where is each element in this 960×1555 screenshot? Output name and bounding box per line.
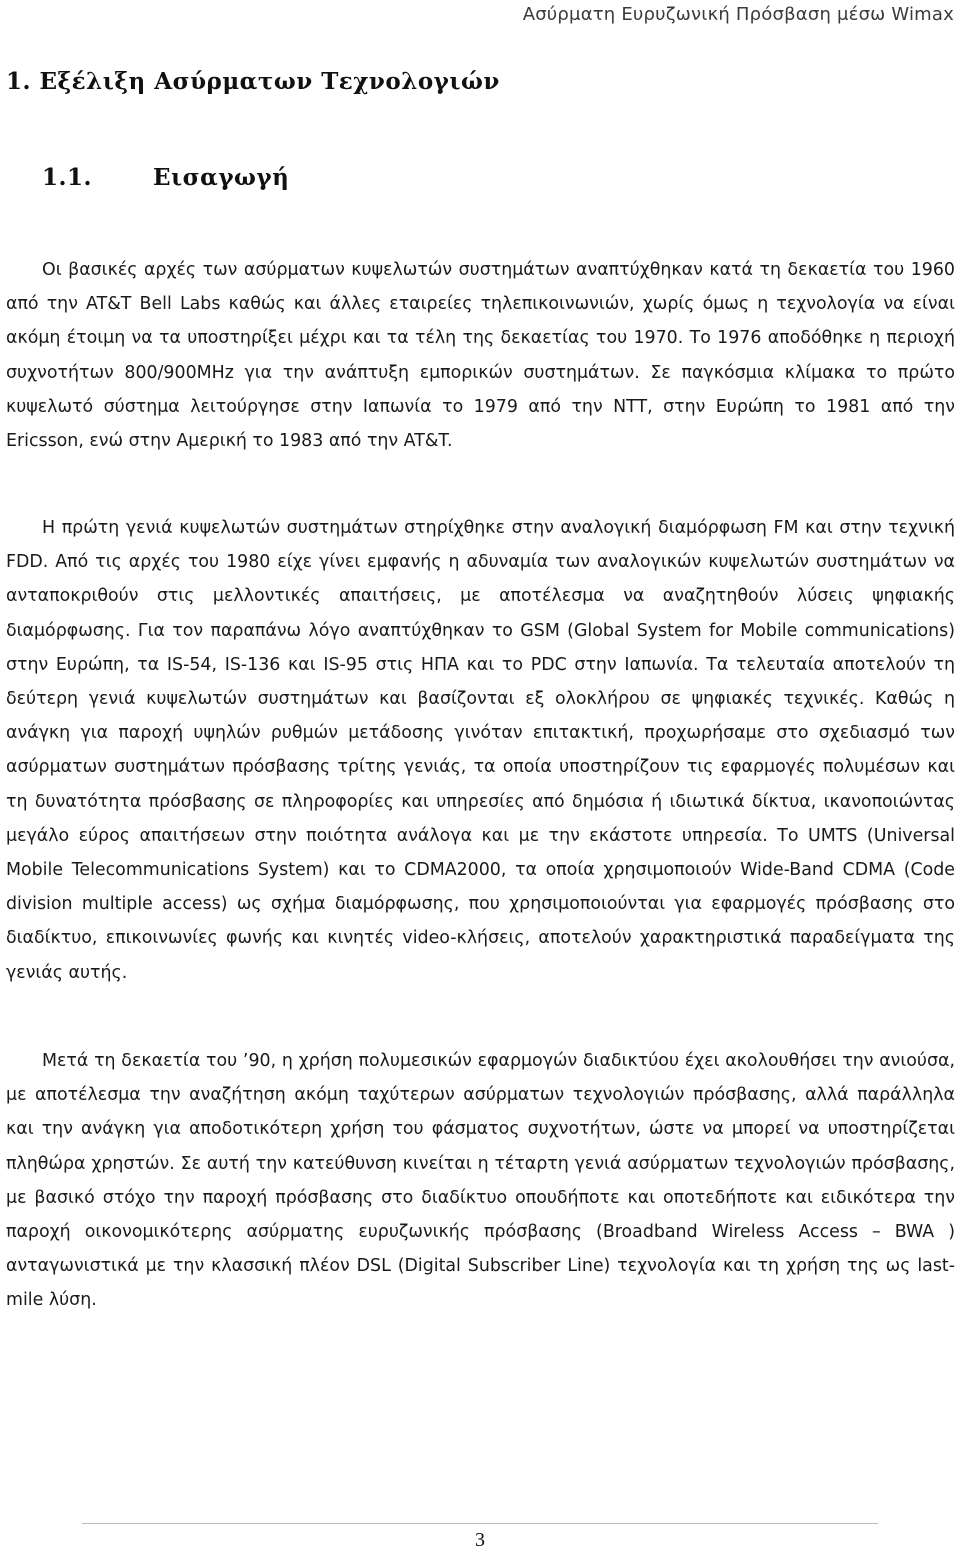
body-paragraph-2: Η πρώτη γενιά κυψελωτών συστημάτων στηρίχθηκε στην αναλογική διαμόρφωση FM και στην τεχνική FDD. Από τις αρχές του 1980 είχε γίνει εμφανής η αδυναμία των αναλογικών κυψελωτών συστημάτων να ανταποκριθούν στις μελλοντικές απαιτήσεις, με αποτέλεσμα να αναζητηθούν λύσεις ψηφιακής διαμόρφωσης. Για τον παραπάνω λόγο αναπτύχθηκαν το GSM (Global System for Mobile communications) στην Ευρώπη, τα IS-54, IS-136 και IS-95 στις ΗΠΑ και το PDC στην Ιαπωνία. Τα τελευταία αποτελούν τη δεύτερη γενιά κυψελωτών συστημάτων και βασίζονται εξ ολοκλήρου σε ψηφιακές τεχνικές. Καθώς η ανάγκη για παροχή υψηλών ρυθμών μετάδοσης γινόταν επιτακτική, προχωρήσαμε στο σχεδιασμό των ασύρματων συστημάτων πρόσβασης τρίτης γενιάς, τα οποία υποστηρίζουν τις εφαρμογές πολυμέσων και τη δυνατότητα πρόσβασης σε πληροφορίες και υπηρεσίες από δημόσια ή ιδιωτικά δίκτυα, ικανοποιώντας μεγάλο εύρος απαιτήσεων στην ποιότητα ανάλογα και με την εκάστοτε υπηρεσία. Το UMTS (Universal Mobile Telecommunications System) και το CDMA2000, τα οποία χρησιμοποιούν Wide-Band CDMA (Code division multiple access) ως σχήμα διαμόρφωσης, που χρησιμοποιούνται για εφαρμογές πρόσβασης στο διαδίκτυο, επικοινωνίες φωνής και κινητές video-κλήσεις, αποτελούν χαρακτηριστικά παραδείγματα της γενιάς αυτής. [6,518,955,983]
footer-divider [82,1523,878,1524]
running-header: Ασύρματη Ευρυζωνική Πρόσβαση μέσω Wimax [522,4,954,25]
section-number: 1.1. [42,164,93,191]
chapter-title: 1. Εξέλιξη Ασύρματων Τεχνολογιών [6,68,500,95]
section-title: Εισαγωγή [153,164,290,191]
body-paragraph-3: Μετά τη δεκαετία του ’90, η χρήση πολυμεσικών εφαρμογών διαδικτύου έχει ακολουθήσει την ανιούσα, με αποτέλεσμα την αναζήτηση ακόμη ταχύτερων ασύρματων τεχνολογιών πρόσβασης, αλλά παράλληλα και την ανάγκη για αποδοτικότερη χρήση του φάσματος συχνοτήτων, ώστε να μπορεί να υποστηρίζεται πληθώρα χρηστών. Σε αυτή την κατεύθυνση κινείται η τέταρτη γενιά ασύρματων τεχνολογιών πρόσβασης, με βασικό στόχο την παροχή πρόσβασης στο διαδίκτυο οπουδήποτε και οποτεδήποτε και ειδικότερα την παροχή οικονομικότερης ασύρματης ευρυζωνικής πρόσβασης (Broadband Wireless Access – BWA ) ανταγωνιστικά με την κλασσική πλέον DSL (Digital Subscriber Line) τεχνολογία και τη χρήση της ως last-mile λύση. [6,1051,955,1311]
section-heading [42,164,289,191]
body-paragraph-1: Οι βασικές αρχές των ασύρματων κυψελωτών συστημάτων αναπτύχθηκαν κατά τη δεκαετία του 1960 από την AT&T Bell Labs καθώς και άλλες εταιρείες τηλεπικοινωνιών, χωρίς όμως η τεχνολογία να είναι ακόμη έτοιμη να τα υποστηρίξει μέχρι και τα τέλη της δεκαετίας του 1970. Το 1976 αποδόθηκε η περιοχή συχνοτήτων 800/900MHz για την ανάπτυξη εμπορικών συστημάτων. Σε παγκόσμια κλίμακα το πρώτο κυψελωτό σύστημα λειτούργησε στην Ιαπωνία το 1979 από την NTT, στην Ευρώπη το 1981 από την Ericsson, ενώ στην Αμερική το 1983 από την AT&T. [6,260,955,452]
page-number: 3 [475,1529,485,1551]
